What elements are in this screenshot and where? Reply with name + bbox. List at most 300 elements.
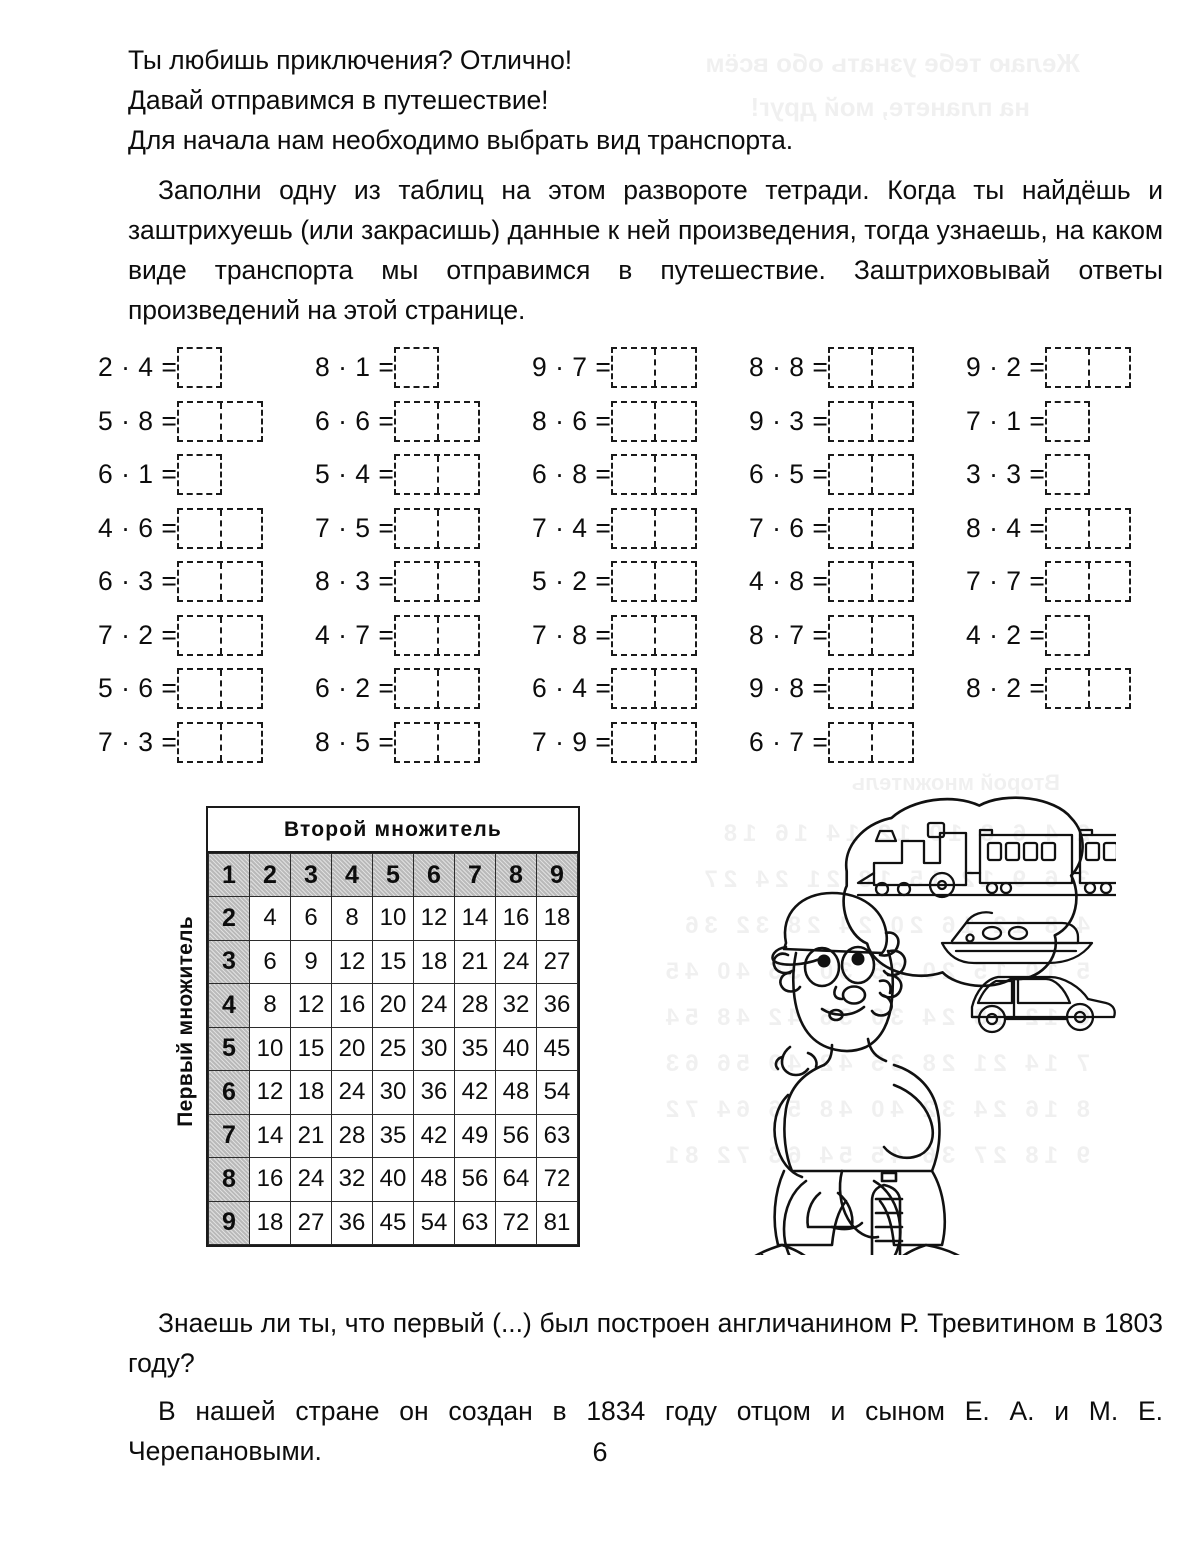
table-col-header-2: 2	[250, 854, 291, 897]
answer-box[interactable]	[611, 561, 697, 602]
table-cell[interactable]: 6	[250, 940, 291, 984]
table-cell[interactable]: 27	[537, 940, 578, 984]
answer-cell[interactable]	[179, 670, 220, 707]
boat-icon	[942, 912, 1092, 963]
intro-line-2: Давай отправимся в путешествие!	[128, 85, 549, 115]
table-cell[interactable]: 42	[414, 1114, 455, 1158]
boy-figure	[734, 893, 978, 1255]
exercise-column-5	[966, 341, 1183, 769]
answer-cell[interactable]	[654, 349, 695, 386]
exercise-expression: 4 · 7 =	[315, 619, 395, 650]
table-cell[interactable]: 18	[537, 897, 578, 941]
table-cell[interactable]: 27	[291, 1201, 332, 1245]
table-cell[interactable]: 21	[455, 940, 496, 984]
table-cell[interactable]: 72	[537, 1158, 578, 1202]
exercise-expression: 4 · 6 =	[98, 512, 178, 543]
answer-cell[interactable]	[437, 670, 478, 707]
answer-box[interactable]	[1045, 401, 1090, 442]
answer-box[interactable]	[177, 508, 263, 549]
multiplication-table-body	[206, 806, 580, 1247]
table-cell[interactable]: 20	[373, 984, 414, 1028]
exercise-expression: 8 · 5 =	[315, 726, 395, 757]
table-cell[interactable]: 30	[414, 1027, 455, 1071]
exercise-expression: 9 · 8 =	[749, 673, 829, 704]
answer-box[interactable]	[828, 454, 914, 495]
closing-paragraph-2: В нашей стране он создан в 1834 году отцом и сыном Е. А. и М. Е. Черепановыми.	[128, 1396, 1163, 1466]
exercise-expression: 7 · 4 =	[532, 512, 612, 543]
answer-cell[interactable]	[830, 563, 871, 600]
answer-box[interactable]	[1045, 615, 1090, 656]
multiplication-grid-head	[209, 854, 578, 897]
answer-cell[interactable]	[654, 563, 695, 600]
exercise-row	[532, 502, 749, 556]
answer-box[interactable]	[394, 615, 480, 656]
table-cell[interactable]: 18	[414, 940, 455, 984]
answer-cell[interactable]	[613, 617, 654, 654]
answer-cell[interactable]	[1088, 670, 1129, 707]
exercise-row	[749, 341, 966, 395]
table-cell[interactable]: 15	[373, 940, 414, 984]
table-cell[interactable]: 18	[291, 1071, 332, 1115]
exercise-expression: 6 · 8 =	[532, 459, 612, 490]
answer-cell[interactable]	[871, 617, 912, 654]
answer-box[interactable]	[1045, 561, 1131, 602]
answer-cell[interactable]	[179, 724, 220, 761]
answer-box[interactable]	[394, 454, 480, 495]
answer-cell[interactable]	[830, 724, 871, 761]
table-cell[interactable]: 36	[332, 1201, 373, 1245]
exercise-row	[315, 716, 532, 770]
exercise-row	[966, 609, 1183, 663]
table-col-header-9: 9	[537, 854, 578, 897]
table-row-header-7: 7	[209, 1114, 250, 1158]
table-cell[interactable]: 12	[332, 940, 373, 984]
exercise-row	[966, 341, 1183, 395]
bleed-line-1: Желаю тебе узнать обо всём	[705, 48, 1080, 78]
answer-cell[interactable]	[396, 724, 437, 761]
exercise-expression: 8 · 2 =	[966, 673, 1046, 704]
answer-cell[interactable]	[220, 617, 261, 654]
table-col-header-4: 4	[332, 854, 373, 897]
table-cell[interactable]: 40	[496, 1027, 537, 1071]
answer-cell[interactable]	[654, 456, 695, 493]
exercise-column-1	[98, 341, 315, 769]
answer-cell[interactable]	[179, 617, 220, 654]
boy-thinking-illustration	[636, 795, 1116, 1255]
exercise-expression: 7 · 9 =	[532, 726, 612, 757]
table-cell[interactable]: 35	[373, 1114, 414, 1158]
answer-box[interactable]	[611, 454, 697, 495]
answer-cell[interactable]	[396, 456, 437, 493]
answer-cell[interactable]	[1047, 403, 1088, 440]
exercise-row	[315, 395, 532, 449]
bleed-line-3: Второй множитель	[851, 770, 1060, 795]
table-cell[interactable]: 48	[496, 1071, 537, 1115]
first-factor-label	[166, 806, 206, 1247]
answer-cell[interactable]	[830, 617, 871, 654]
answer-box[interactable]	[828, 508, 914, 549]
answer-cell[interactable]	[830, 456, 871, 493]
answer-cell[interactable]	[396, 670, 437, 707]
shoe-right-icon	[889, 1245, 978, 1255]
table-cell[interactable]: 64	[496, 1158, 537, 1202]
answer-box[interactable]	[1045, 454, 1090, 495]
table-row-header-4: 4	[209, 984, 250, 1028]
answer-box[interactable]	[611, 668, 697, 709]
answer-box[interactable]	[611, 508, 697, 549]
answer-cell[interactable]	[396, 403, 437, 440]
exercise-expression: 2 · 4 =	[98, 352, 178, 383]
table-cell[interactable]: 49	[455, 1114, 496, 1158]
thought-bubble-icon	[830, 798, 1083, 1020]
table-cell[interactable]: 30	[373, 1071, 414, 1115]
exercise-row	[966, 662, 1183, 716]
answer-box[interactable]	[177, 401, 263, 442]
answer-cell[interactable]	[1088, 510, 1129, 547]
table-cell[interactable]: 54	[537, 1071, 578, 1115]
table-cell[interactable]: 14	[250, 1114, 291, 1158]
bleed-grid-row-8: 9 18 27 36 45 54 63 72 81	[659, 1142, 1090, 1169]
table-cell[interactable]: 81	[537, 1201, 578, 1245]
answer-cell[interactable]	[1047, 510, 1088, 547]
exercise-row	[315, 662, 532, 716]
table-cell[interactable]: 36	[537, 984, 578, 1028]
shoe-left-icon	[734, 1245, 819, 1255]
exercise-row	[532, 716, 749, 770]
answer-cell[interactable]	[1047, 563, 1088, 600]
exercise-row	[532, 448, 749, 502]
table-cell[interactable]: 24	[414, 984, 455, 1028]
answer-box[interactable]	[394, 508, 480, 549]
table-cell[interactable]: 32	[332, 1158, 373, 1202]
answer-cell[interactable]	[1088, 563, 1129, 600]
answer-cell[interactable]	[654, 670, 695, 707]
answer-cell[interactable]	[830, 670, 871, 707]
table-row-header-8: 8	[209, 1158, 250, 1202]
table-cell[interactable]: 25	[373, 1027, 414, 1071]
exercise-row	[966, 555, 1183, 609]
answer-cell[interactable]	[654, 510, 695, 547]
answer-cell[interactable]	[613, 403, 654, 440]
bleed-grid-row-3: 4 8 12 16 20 24 28 32 36	[679, 912, 1090, 939]
exercise-expression: 7 · 1 =	[966, 405, 1046, 436]
answer-box[interactable]	[611, 347, 697, 388]
table-cell[interactable]: 4	[250, 897, 291, 941]
page-number: 6	[592, 1437, 608, 1467]
answer-box[interactable]	[828, 722, 914, 763]
exercise-expression: 6 · 4 =	[532, 673, 612, 704]
answer-cell[interactable]	[1047, 617, 1088, 654]
answer-cell[interactable]	[437, 617, 478, 654]
answer-box[interactable]	[1045, 508, 1131, 549]
intro-line-3: Для начала нам необходимо выбрать вид транспорта.	[128, 125, 794, 155]
exercise-row	[532, 662, 749, 716]
answer-box[interactable]	[394, 347, 439, 388]
exercise-row	[749, 716, 966, 770]
answer-cell[interactable]	[654, 617, 695, 654]
answer-box[interactable]	[611, 615, 697, 656]
answer-cell[interactable]	[437, 724, 478, 761]
table-row	[209, 1201, 578, 1245]
answer-cell[interactable]	[871, 349, 912, 386]
exercise-expression: 5 · 6 =	[98, 673, 178, 704]
answer-cell[interactable]	[871, 456, 912, 493]
table-cell[interactable]: 18	[250, 1201, 291, 1245]
exercise-row	[98, 716, 315, 770]
exercise-row	[532, 395, 749, 449]
table-cell[interactable]: 32	[496, 984, 537, 1028]
exercise-expression: 6 · 1 =	[98, 459, 178, 490]
second-factor-label: Второй множитель	[208, 808, 578, 853]
exercise-column-4	[749, 341, 966, 769]
exercise-expression: 5 · 4 =	[315, 459, 395, 490]
answer-cell[interactable]	[830, 510, 871, 547]
answer-cell[interactable]	[220, 563, 261, 600]
answer-cell[interactable]	[437, 563, 478, 600]
answer-cell[interactable]	[396, 617, 437, 654]
exercise-row	[98, 555, 315, 609]
answer-cell[interactable]	[1047, 456, 1088, 493]
answer-cell[interactable]	[871, 670, 912, 707]
answer-box[interactable]	[828, 561, 914, 602]
table-row-header-5: 5	[209, 1027, 250, 1071]
answer-cell[interactable]	[613, 724, 654, 761]
table-cell[interactable]: 8	[332, 897, 373, 941]
answer-box[interactable]	[394, 722, 480, 763]
answer-box[interactable]	[177, 561, 263, 602]
exercise-row	[315, 341, 532, 395]
exercise-row	[315, 502, 532, 556]
answer-cell[interactable]	[830, 349, 871, 386]
answer-box[interactable]	[177, 668, 263, 709]
table-row-header-3: 3	[209, 940, 250, 984]
exercise-expression: 7 · 2 =	[98, 619, 178, 650]
table-cell[interactable]: 16	[250, 1158, 291, 1202]
multiplication-grid-body	[209, 897, 578, 1245]
answer-cell[interactable]	[179, 510, 220, 547]
table-cell[interactable]: 45	[373, 1201, 414, 1245]
exercise-expression: 8 · 8 =	[749, 352, 829, 383]
exercise-expression: 8 · 3 =	[315, 566, 395, 597]
answer-box[interactable]	[1045, 347, 1131, 388]
answer-box[interactable]	[828, 347, 914, 388]
intro-paragraph: Заполни одну из таблиц на этом развороте тетради. Когда ты найдёшь и заштрихуешь (или закрасишь) данные к ней произведения, тогда узнаешь, на каком виде транспорта мы отправимся в путешествие. Заштриховывай ответы произведений на этой странице.	[128, 175, 1163, 325]
table-cell[interactable]: 24	[496, 940, 537, 984]
table-cell[interactable]: 56	[496, 1114, 537, 1158]
exercise-row	[749, 555, 966, 609]
table-cell[interactable]: 28	[332, 1114, 373, 1158]
exercise-expression: 8 · 6 =	[532, 405, 612, 436]
table-row	[209, 984, 578, 1028]
exercise-expression: 5 · 2 =	[532, 566, 612, 597]
exercise-expression: 8 · 4 =	[966, 512, 1046, 543]
table-cell[interactable]: 15	[291, 1027, 332, 1071]
table-cell[interactable]: 48	[414, 1158, 455, 1202]
table-cell[interactable]: 28	[455, 984, 496, 1028]
table-col-header-6: 6	[414, 854, 455, 897]
exercise-row	[315, 448, 532, 502]
answer-cell[interactable]	[654, 724, 695, 761]
answer-box[interactable]	[611, 401, 697, 442]
table-cell[interactable]: 40	[373, 1158, 414, 1202]
exercise-expression: 9 · 3 =	[749, 405, 829, 436]
bleed-grid-row-1: 2 4 6 8 10 12 14 16 18	[717, 820, 1090, 847]
answer-cell[interactable]	[437, 510, 478, 547]
answer-cell[interactable]	[613, 456, 654, 493]
answer-cell[interactable]	[613, 670, 654, 707]
table-row	[209, 897, 578, 941]
answer-cell[interactable]	[871, 724, 912, 761]
table-cell[interactable]: 12	[250, 1071, 291, 1115]
table-cell[interactable]: 24	[291, 1158, 332, 1202]
answer-cell[interactable]	[179, 403, 220, 440]
answer-cell[interactable]	[871, 403, 912, 440]
answer-box[interactable]	[177, 615, 263, 656]
exercise-row	[966, 502, 1183, 556]
bleed-grid-row-5: 6 12 18 24 30 36 42 48 54	[659, 1004, 1090, 1031]
answer-cell[interactable]	[1047, 349, 1088, 386]
multiplication-table	[166, 806, 580, 1247]
table-cell[interactable]: 24	[332, 1071, 373, 1115]
table-cell[interactable]: 72	[496, 1201, 537, 1245]
table-cell[interactable]: 20	[332, 1027, 373, 1071]
table-cell[interactable]: 21	[291, 1114, 332, 1158]
table-cell[interactable]: 12	[291, 984, 332, 1028]
exercise-row	[749, 502, 966, 556]
table-cell[interactable]: 35	[455, 1027, 496, 1071]
table-row	[209, 940, 578, 984]
exercise-expression: 5 · 8 =	[98, 405, 178, 436]
answer-cell[interactable]	[871, 510, 912, 547]
table-col-header-8: 8	[496, 854, 537, 897]
answer-cell[interactable]	[1088, 349, 1129, 386]
intro-block	[128, 40, 1163, 330]
exercise-expression: 9 · 2 =	[966, 352, 1046, 383]
train-icon	[858, 823, 1116, 897]
answer-cell[interactable]	[179, 456, 220, 493]
table-col-header-5: 5	[373, 854, 414, 897]
exercise-expression: 9 · 7 =	[532, 352, 612, 383]
answer-cell[interactable]	[871, 563, 912, 600]
bleed-line-2: на планете, мой друг!	[750, 92, 1030, 122]
closing-paragraph-1: Знаешь ли ты, что первый (...) был построен англичанином Р. Тревитином в 1803 году?	[128, 1308, 1163, 1378]
table-cell[interactable]: 12	[414, 897, 455, 941]
table-row	[209, 1158, 578, 1202]
answer-cell[interactable]	[613, 510, 654, 547]
answer-cell[interactable]	[220, 724, 261, 761]
answer-cell[interactable]	[613, 563, 654, 600]
table-cell[interactable]: 16	[332, 984, 373, 1028]
table-row-header-9: 9	[209, 1201, 250, 1245]
exercise-expression: 4 · 2 =	[966, 619, 1046, 650]
table-cell[interactable]: 14	[455, 897, 496, 941]
answer-box[interactable]	[394, 401, 480, 442]
answer-cell[interactable]	[220, 510, 261, 547]
intro-line-1: Ты любишь приключения? Отлично!	[128, 45, 573, 75]
exercise-expression: 8 · 1 =	[315, 352, 395, 383]
table-cell[interactable]: 56	[455, 1158, 496, 1202]
exercise-expression: 6 · 7 =	[749, 726, 829, 757]
answer-cell[interactable]	[179, 349, 220, 386]
answer-box[interactable]	[828, 668, 914, 709]
first-factor-label-text: Первый множитель	[174, 916, 197, 1127]
multiplication-grid	[208, 853, 578, 1245]
answer-cell[interactable]	[220, 403, 261, 440]
answer-cell[interactable]	[437, 456, 478, 493]
table-cell[interactable]: 9	[291, 940, 332, 984]
exercise-row	[532, 609, 749, 663]
answer-cell[interactable]	[613, 349, 654, 386]
answer-box[interactable]	[1045, 668, 1131, 709]
answer-box[interactable]	[828, 401, 914, 442]
answer-cell[interactable]	[396, 510, 437, 547]
table-col-header-1: 1	[209, 854, 250, 897]
answer-box[interactable]	[394, 668, 480, 709]
exercise-expression: 6 · 6 =	[315, 405, 395, 436]
answer-cell[interactable]	[654, 403, 695, 440]
table-cell[interactable]: 16	[496, 897, 537, 941]
table-cell[interactable]: 63	[455, 1201, 496, 1245]
table-row	[209, 1071, 578, 1115]
answer-box[interactable]	[611, 722, 697, 763]
table-row	[209, 1114, 578, 1158]
answer-cell[interactable]	[396, 349, 437, 386]
exercise-row	[98, 609, 315, 663]
answer-cell[interactable]	[220, 670, 261, 707]
bleed-grid-row-2: 3 6 9 12 15 18 21 24 27	[698, 866, 1090, 893]
exercise-row	[98, 341, 315, 395]
table-cell[interactable]: 10	[373, 897, 414, 941]
table-cell[interactable]: 54	[414, 1201, 455, 1245]
answer-box[interactable]	[177, 454, 222, 495]
table-col-header-7: 7	[455, 854, 496, 897]
exercise-row	[749, 448, 966, 502]
bleed-grid-row-7: 8 16 24 32 40 48 56 64 72	[659, 1096, 1090, 1123]
answer-box[interactable]	[177, 722, 263, 763]
exercise-expression: 6 · 3 =	[98, 566, 178, 597]
answer-cell[interactable]	[437, 403, 478, 440]
exercise-column-3	[532, 341, 749, 769]
table-cell[interactable]: 6	[291, 897, 332, 941]
answer-box[interactable]	[394, 561, 480, 602]
answer-cell[interactable]	[179, 563, 220, 600]
answer-cell[interactable]	[830, 403, 871, 440]
exercise-row	[315, 555, 532, 609]
table-cell[interactable]: 63	[537, 1114, 578, 1158]
table-row-header-6: 6	[209, 1071, 250, 1115]
exercise-row	[749, 395, 966, 449]
answer-cell[interactable]	[1047, 670, 1088, 707]
exercise-row	[98, 502, 315, 556]
answer-cell[interactable]	[396, 563, 437, 600]
answer-box[interactable]	[177, 347, 222, 388]
table-cell[interactable]: 10	[250, 1027, 291, 1071]
table-cell[interactable]: 42	[455, 1071, 496, 1115]
exercise-row	[749, 662, 966, 716]
table-cell[interactable]: 36	[414, 1071, 455, 1115]
table-cell[interactable]: 8	[250, 984, 291, 1028]
exercise-row	[966, 395, 1183, 449]
bleed-grid-row-6: 7 14 21 28 35 42 49 56 63	[659, 1050, 1090, 1077]
exercise-row	[98, 448, 315, 502]
table-col-header-3: 3	[291, 854, 332, 897]
exercise-row	[966, 448, 1183, 502]
exercise-row	[98, 662, 315, 716]
table-cell[interactable]: 45	[537, 1027, 578, 1071]
exercise-expression: 6 · 2 =	[315, 673, 395, 704]
exercise-expression: 7 · 3 =	[98, 726, 178, 757]
answer-box[interactable]	[828, 615, 914, 656]
